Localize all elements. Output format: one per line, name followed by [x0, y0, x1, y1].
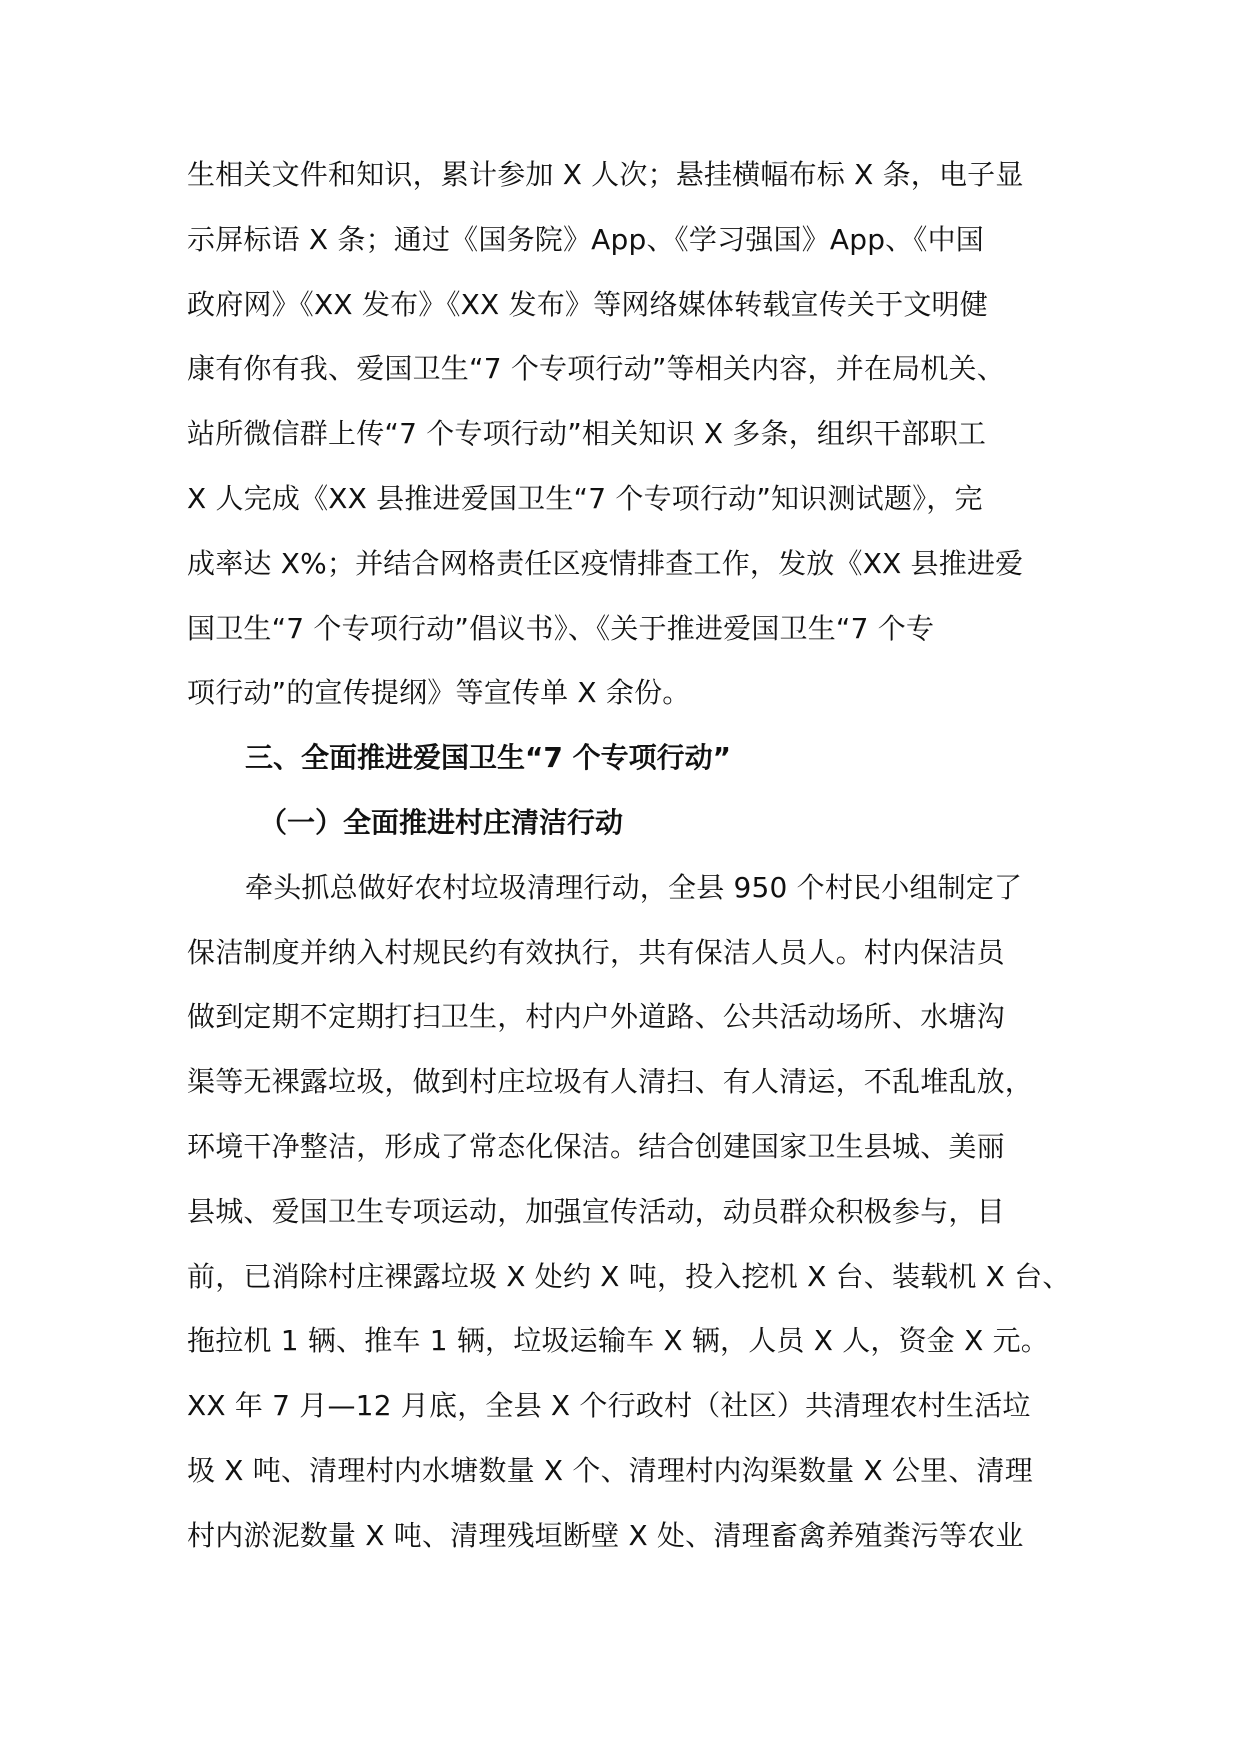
paragraph-line: 环境干净整洁，形成了常态化保洁。结合创建国家卫生县城、美丽	[187, 1129, 1005, 1163]
paragraph-line: 做到定期不定期打扫卫生，村内户外道路、公共活动场所、水塘沟	[187, 1000, 1005, 1034]
paragraph-line: 政府网》《XX 发布》《XX 发布》等网络媒体转载宣传关于文明健	[187, 287, 988, 321]
paragraph-line: 拖拉机 1 辆、推车 1 辆，垃圾运输车 X 辆，人员 X 人，资金 X 元。	[187, 1324, 1049, 1358]
paragraph-line: 村内淤泥数量 X 吨、清理残垣断壁 X 处、清理畜禽养殖粪污等农业	[187, 1518, 1024, 1552]
paragraph-line: 成率达 X%；并结合网格责任区疫情排查工作，发放《XX 县推进爱	[187, 546, 1024, 580]
paragraph-line: 前，已消除村庄裸露垃圾 X 处约 X 吨，投入挖机 X 台、装载机 X 台、	[187, 1259, 1071, 1293]
paragraph-line: 站所微信群上传“7 个专项行动”相关知识 X 多条，组织干部职工	[187, 417, 987, 451]
paragraph-line: 保洁制度并纳入村规民约有效执行，共有保洁人员人。村内保洁员	[187, 935, 1005, 969]
paragraph-line: 圾 X 吨、清理村内水塘数量 X 个、清理村内沟渠数量 X 公里、清理	[187, 1453, 1033, 1487]
section-heading: 三、全面推进爱国卫生“7 个专项行动”	[245, 741, 732, 775]
paragraph-line: 生相关文件和知识，累计参加 X 人次；悬挂横幅布标 X 条，电子显	[187, 158, 1024, 191]
document-body	[187, 143, 1087, 1569]
subsection-heading: （一）全面推进村庄清洁行动	[259, 805, 624, 839]
paragraph-line: 县城、爱国卫生专项运动，加强宣传活动，动员群众积极参与，目	[187, 1194, 1005, 1228]
paragraph-line: 渠等无裸露垃圾，做到村庄垃圾有人清扫、有人清运，不乱堆乱放，	[187, 1065, 1034, 1099]
paragraph-line: 国卫生“7 个专项行动”倡议书》、《关于推进爱国卫生“7 个专	[187, 611, 935, 645]
paragraph-line: 示屏标语 X 条；通过《国务院》App、《学习强国》App、《中国	[187, 222, 984, 256]
paragraph-line: XX 年 7 月—12 月底，全县 X 个行政村（社区）共清理农村生活垃	[187, 1389, 1031, 1423]
paragraph-line: 康有你有我、爱国卫生“7 个专项行动”等相关内容，并在局机关、	[187, 352, 1005, 386]
paragraph-line: 牵头抓总做好农村垃圾清理行动，全县 950 个村民小组制定了	[245, 870, 1023, 904]
paragraph-line: 项行动”的宣传提纲》等宣传单 X 余份。	[187, 676, 691, 710]
paragraph-line: X 人完成《XX 县推进爱国卫生“7 个专项行动”知识测试题》，完	[187, 481, 983, 515]
